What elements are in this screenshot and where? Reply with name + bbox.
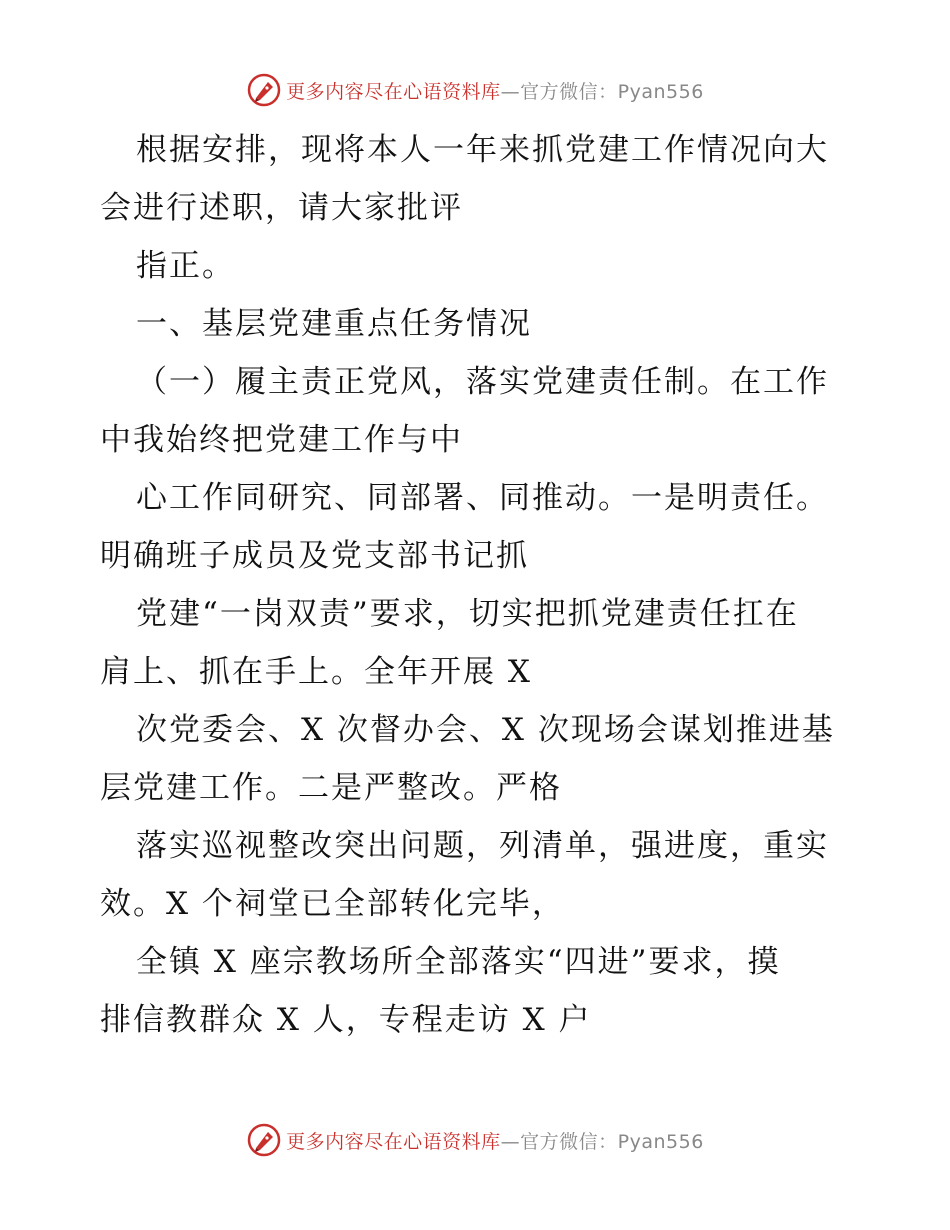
header-banner xyxy=(0,70,950,110)
header-dash: — xyxy=(500,80,521,103)
footer-banner xyxy=(0,1120,950,1160)
body-line: 中我始终把党建工作与中 xyxy=(100,422,463,458)
body-line: 心工作同研究、同部署、同推动。一是明责任。 xyxy=(136,480,829,516)
body-line: 党建“一岗双责”要求，切实把抓党建责任扛在 xyxy=(136,596,799,632)
body-line: 排信教群众 X 人，专程走访 X 户 xyxy=(100,1002,592,1038)
section-heading: 一、基层党建重点任务情况 xyxy=(136,306,532,342)
pen-nib-logo-icon xyxy=(246,72,282,108)
document-body xyxy=(100,125,860,1053)
footer-text xyxy=(286,1127,704,1154)
footer-brand: 更多内容尽在心语资料库 xyxy=(286,1130,501,1153)
body-line: 次党委会、X 次督办会、X 次现场会谋划推进基 xyxy=(136,712,835,748)
body-line: 全镇 X 座宗教场所全部落实“四进”要求，摸 xyxy=(136,944,781,980)
body-line: 落实巡视整改突出问题，列清单，强进度，重实 xyxy=(136,828,829,864)
header-brand: 更多内容尽在心语资料库 xyxy=(286,80,501,103)
body-line: 明确班子成员及党支部书记抓 xyxy=(100,538,529,574)
body-line: 肩上、抓在手上。全年开展 X xyxy=(100,654,532,690)
body-line: 指正。 xyxy=(136,248,235,284)
pen-nib-logo-icon xyxy=(246,1122,282,1158)
body-line: 根据安排，现将本人一年来抓党建工作情况向大 xyxy=(136,132,829,168)
body-line: 层党建工作。二是严整改。严格 xyxy=(100,770,562,806)
body-line: （一）履主责正党风，落实党建责任制。在工作 xyxy=(136,364,829,400)
footer-wechat: 官方微信：Pyan556 xyxy=(520,1130,704,1153)
header-wechat: 官方微信：Pyan556 xyxy=(520,80,704,103)
header-text xyxy=(286,77,704,104)
body-line: 会进行述职，请大家批评 xyxy=(100,190,463,226)
body-line: 效。X 个祠堂已全部转化完毕， xyxy=(100,886,565,922)
footer-dash: — xyxy=(500,1130,521,1153)
